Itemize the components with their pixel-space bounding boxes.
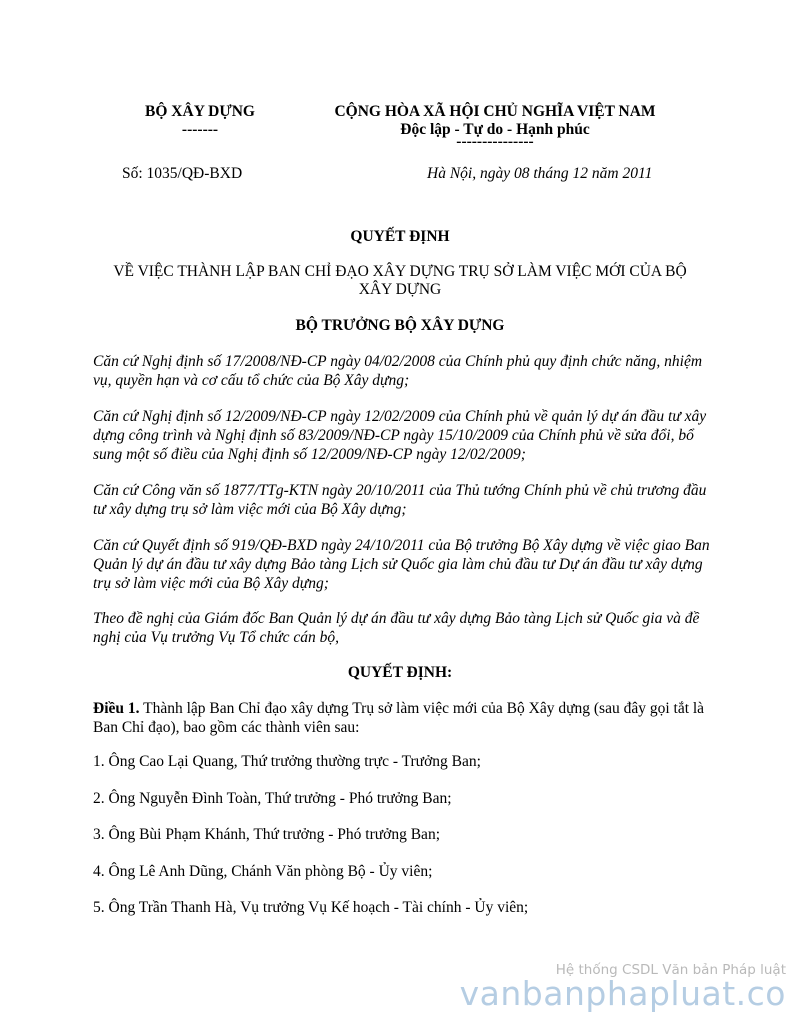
subject-line-1: VỀ VIỆC THÀNH LẬP BAN CHỈ ĐẠO XÂY DỰNG TRỤ SỞ LÀM VIỆC MỚI CỦA BỘ	[113, 263, 687, 280]
article-1	[93, 699, 713, 737]
watermark-caption: Hệ thống CSDL Văn bản Pháp luật	[555, 962, 786, 978]
preamble-5: Theo đề nghị của Giám đốc Ban Quản lý dự án đầu tư xây dựng Bảo tàng Lịch sử Quốc gia và đề nghị của Vụ trưởng Vụ Tổ chức cán bộ,	[93, 610, 700, 646]
document-title: QUYẾT ĐỊNH	[350, 228, 450, 245]
decision-heading: QUYẾT ĐỊNH:	[347, 664, 453, 681]
issuing-authority: BỘ TRƯỞNG BỘ XÂY DỰNG	[295, 317, 505, 334]
ministry-name: BỘ XÂY DỰNG	[145, 103, 255, 120]
national-motto: Độc lập - Tự do - Hạnh phúc	[400, 121, 590, 138]
article-1-label: Điều 1.	[93, 700, 140, 717]
preamble-2: Căn cứ Nghị định số 12/2009/NĐ-CP ngày 12/02/2009 của Chính phủ về quản lý dự án đầu tư xây dựng công trình và Nghị định số 83/2009/NĐ-CP ngày 15/10/2009 của Chính phủ về sửa đổi, bổ sung một số điều của Nghị định số 12/2009/NĐ-CP ngày 12/02/2009;	[93, 408, 707, 463]
member-item: 1. Ông Cao Lại Quang, Thứ trưởng thường trực - Trưởng Ban;	[93, 753, 481, 770]
document-number: Số: 1035/QĐ-BXD	[122, 165, 243, 182]
place-date: Hà Nội, ngày 08 tháng 12 năm 2011	[427, 165, 653, 182]
preamble-1: Căn cứ Nghị định số 17/2008/NĐ-CP ngày 04/02/2008 của Chính phủ quy định chức năng, nhiệm vụ, quyền hạn và cơ cấu tổ chức của Bộ Xây dựng;	[93, 353, 703, 389]
member-item: 2. Ông Nguyễn Đình Toàn, Thứ trưởng - Phó trưởng Ban;	[93, 790, 452, 807]
motto-rule: ---------------	[456, 133, 534, 150]
member-item: 4. Ông Lê Anh Dũng, Chánh Văn phòng Bộ - Ủy viên;	[93, 863, 433, 880]
member-item: 3. Ông Bùi Phạm Khánh, Thứ trưởng - Phó trưởng Ban;	[93, 826, 440, 843]
preamble-3: Căn cứ Công văn số 1877/TTg-KTN ngày 20/10/2011 của Thủ tướng Chính phủ về chủ trương đầu tư xây dựng trụ sở làm việc mới của Bộ Xây dựng;	[93, 482, 707, 518]
watermark-site: vanbanphapluat.co	[459, 974, 786, 1013]
country-name: CỘNG HÒA XÃ HỘI CHỦ NGHĨA VIỆT NAM	[334, 103, 656, 120]
preamble-4: Căn cứ Quyết định số 919/QĐ-BXD ngày 24/10/2011 của Bộ trưởng Bộ Xây dựng về việc giao Ban Quản lý dự án đầu tư xây dựng Bảo tàng Lịch sử Quốc gia làm chủ đầu tư Dự án đầu tư xây dựng trụ sở làm việc mới của Bộ Xây dựng;	[93, 537, 710, 592]
member-item: 5. Ông Trần Thanh Hà, Vụ trưởng Vụ Kế hoạch - Tài chính - Ủy viên;	[93, 899, 529, 916]
subject-line-2: XÂY DỰNG	[358, 281, 442, 298]
article-1-text: Thành lập Ban Chỉ đạo xây dựng Trụ sở làm việc mới của Bộ Xây dựng (sau đây gọi tắt là Ban Chỉ đạo), bao gồm các thành viên sau:	[93, 700, 705, 736]
ministry-rule: -------	[181, 121, 219, 138]
